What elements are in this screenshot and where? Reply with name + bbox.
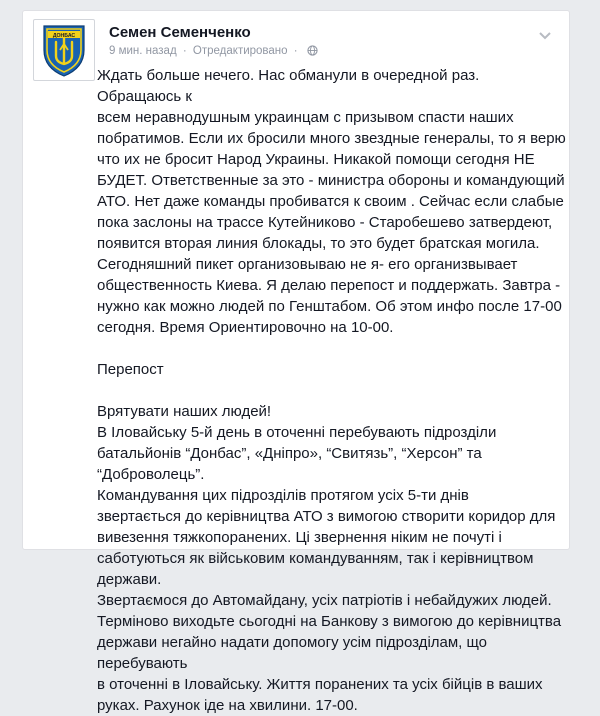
- meta-separator: ·: [182, 45, 187, 57]
- post-paragraph: Врятувати наших людей! В Іловайську 5-й день в оточенні перебувають підрозділи батальйонів “Донбас”, «Дніпро», “Свитязь”, “Херсон” та “Доброволець”. Командування цих підрозділів протягом усіх 5-ти днів звертається до керівництва АТО з вимогою створити коридор для вивезення тяжкопоранених. Ці звернення ніким не почуті і саботуються як військовим командуванням, так і керівництвом держави. Звертаємося до Автомайдану, усіх патріотів і небайдужих людей. Терміново виходьте сьогодні на Банкову з вимогою до керівництва держави негайно надати допомогу усім підрозділам, що перебувають в оточенні в Іловайську. Життя поранених та усіх бійців в ваших руках. Рахунок іде на хвилини. 17-00.: [97, 403, 562, 714]
- post-card: [22, 10, 570, 714]
- chevron-down-icon[interactable]: [537, 29, 553, 41]
- page-avatar[interactable]: [33, 19, 95, 81]
- post-meta: [109, 45, 318, 59]
- post-paragraph: Перепост: [97, 361, 164, 378]
- globe-icon: [307, 45, 318, 59]
- author-name[interactable]: Семен Семенченко: [109, 24, 251, 41]
- donbas-logo: [34, 20, 94, 80]
- post-timestamp[interactable]: 9 мин. назад: [109, 45, 177, 57]
- svg-text:ДОНБАС: ДОНБАС: [52, 33, 76, 39]
- edited-link[interactable]: Отредактировано: [192, 45, 288, 57]
- post-body: [97, 65, 567, 716]
- post-paragraph: Ждать больше нечего. Нас обманули в очередной раз. Обращаюсь к всем неравнодушным украинцам с призывом спасти наших побратимов. Если их бросили много звездные генералы, то я верю что их не бросит Народ Украины. Никакой помощи сегодня НЕ БУДЕТ. Ответственные за это - министра обороны и командующий АТО. Нет даже команды пробиватся к своим . Сейчас если слабые пока заслоны на трассе Кутейниково - Старобешево затвердеют, появится вторая линия блокады, то это будет братская могила. Сегодняшний пикет организовываю не я- его организвывает общественность Киева. Я делаю перепост и поддержать. Завтра - нужно как можно людей по Генштабом. Об этом инфо после 17-00 сегодня. Время Ориентировочно на 10-00.: [97, 67, 566, 336]
- meta-separator: ·: [293, 45, 298, 57]
